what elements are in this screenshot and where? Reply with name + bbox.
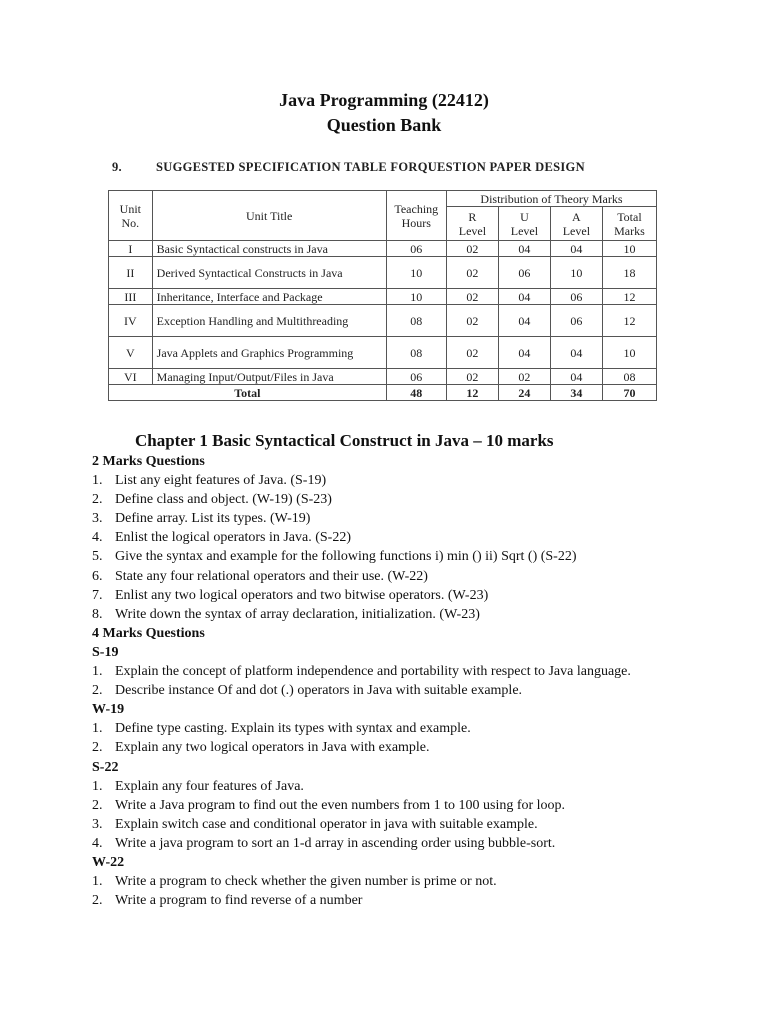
col-teaching-hours: Teaching Hours — [386, 191, 446, 241]
col-unit-no: Unit No. — [109, 191, 153, 241]
chapter-content — [92, 430, 652, 910]
list-item: 7. Enlist any two logical operators and two bitwise operators. (W-23) — [92, 587, 489, 603]
document-title: Java Programming (22412) — [279, 90, 489, 110]
table-row: VI Managing Input/Output/Files in Java 06 02 02 04 08 — [109, 369, 657, 385]
col-distribution: Distribution of Theory Marks — [446, 191, 656, 207]
chapter-title: Chapter 1 Basic Syntactical Construct in Java – 10 marks — [135, 431, 554, 450]
list-item: 3. Define array. List its types. (W-19) — [92, 511, 311, 527]
section-label-s19: S-19 — [92, 644, 119, 660]
list-item: 1. List any eight features of Java. (S-19) — [92, 473, 327, 489]
col-unit-title: Unit Title — [152, 191, 386, 241]
list-item: 2. Write a program to find reverse of a number — [92, 893, 363, 909]
table-row: V Java Applets and Graphics Programming 08 02 04 04 10 — [109, 337, 657, 369]
spec-heading-text: SUGGESTED SPECIFICATION TABLE FORQUESTION PAPER DESIGN — [156, 160, 585, 174]
two-marks-heading: 2 Marks Questions — [92, 454, 205, 469]
col-u-level: U Level — [498, 207, 550, 241]
table-row: III Inheritance, Interface and Package 10 02 04 06 12 — [109, 289, 657, 305]
list-item: 1. Define type casting. Explain its types with syntax and example. — [92, 721, 471, 737]
table-total-row: Total 48 12 24 34 70 — [109, 385, 657, 401]
list-item: 1. Write a program to check whether the given number is prime or not. — [92, 874, 497, 890]
table-row: II Derived Syntactical Constructs in Java 10 02 06 10 18 — [109, 257, 657, 289]
col-a-level: A Level — [550, 207, 602, 241]
col-total-marks: Total Marks — [602, 207, 656, 241]
section-label-w19: W-19 — [92, 702, 125, 718]
table-row: IV Exception Handling and Multithreading 08 02 04 06 12 — [109, 305, 657, 337]
spec-table-heading — [112, 160, 585, 175]
section-label-w22: W-22 — [92, 854, 125, 870]
list-item: 2. Explain any two logical operators in Java with example. — [92, 740, 430, 756]
specification-table — [108, 190, 657, 401]
list-item: 8. Write down the syntax of array declaration, initialization. (W-23) — [92, 606, 480, 622]
section-label-s22: S-22 — [92, 759, 119, 775]
list-item: 6. State any four relational operators and their use. (W-22) — [92, 568, 428, 584]
list-item: 4. Enlist the logical operators in Java. (S-22) — [92, 530, 351, 546]
list-item: 2. Define class and object. (W-19) (S-23) — [92, 492, 332, 508]
list-item: 1. Explain any four features of Java. — [92, 778, 304, 794]
list-item: 4. Write a java program to sort an 1-d array in ascending order using bubble-sort. — [92, 835, 556, 851]
table-row: I Basic Syntactical constructs in Java 06 02 04 04 10 — [109, 241, 657, 257]
list-item: 3. Explain switch case and conditional operator in java with suitable example. — [92, 816, 538, 832]
list-item: 1. Explain the concept of platform independence and portability with respect to Java language. — [92, 664, 631, 680]
spec-number: 9. — [112, 160, 122, 174]
list-item: 2. Describe instance Of and dot (.) operators in Java with suitable example. — [92, 683, 523, 699]
four-marks-heading: 4 Marks Questions — [92, 625, 205, 641]
document-subtitle: Question Bank — [326, 115, 442, 135]
list-item: 5. Give the syntax and example for the following functions i) min () ii) Sqrt () (S-22) — [92, 549, 577, 565]
list-item: 2. Write a Java program to find out the even numbers from 1 to 100 using for loop. — [92, 797, 566, 813]
col-r-level: R Level — [446, 207, 498, 241]
